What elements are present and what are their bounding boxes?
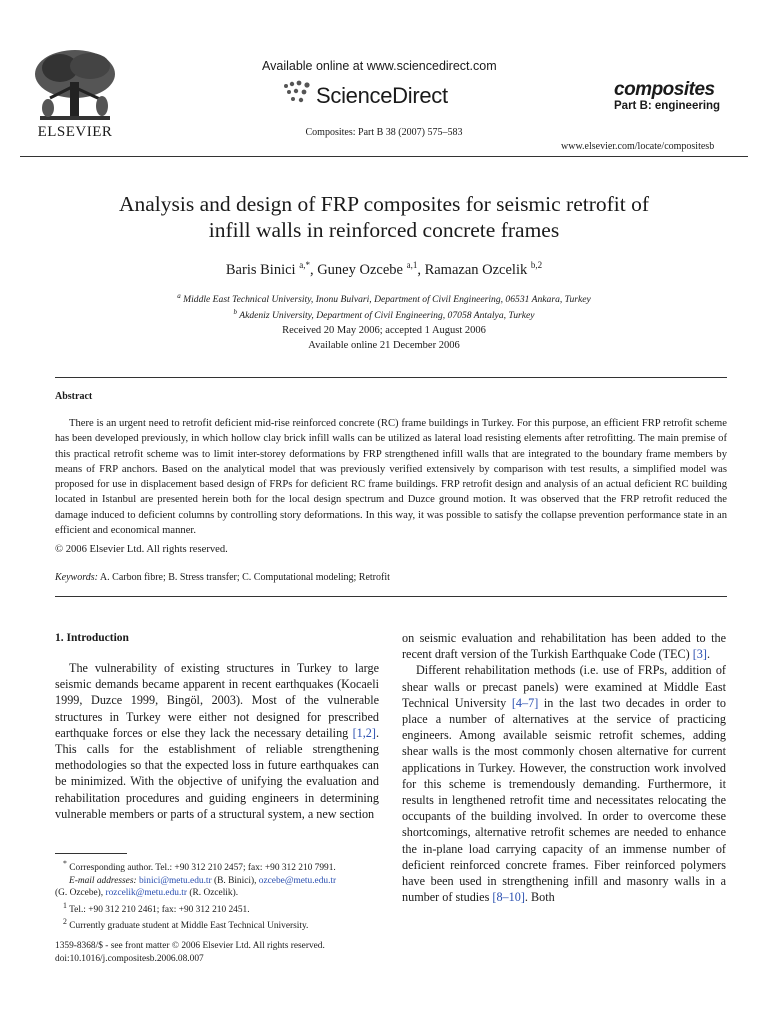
keywords-label: Keywords: xyxy=(55,572,98,583)
text-run: on seismic evaluation and rehabilitation has been added to the recent draft version of the Turkish Earthquake Code (TEC) xyxy=(402,631,726,662)
email-link[interactable]: binici@metu.edu.tr xyxy=(138,875,212,886)
footnote-divider xyxy=(55,853,127,854)
footnote xyxy=(55,916,385,933)
footnote-mark: 2 xyxy=(63,917,67,927)
affil-sup: b xyxy=(233,308,237,317)
abstract-paragraph: There is an urgent need to retrofit deficient mid-rise reinforced concrete (RC) frame buildings in Turkey. For this purpose, an efficient FRP retrofit scheme has been developed previously, in which hollow clay brick infill walls can be utilized as lateral load resisting elements after retrofitting. The main premise of this practical retrofit scheme was to limit inter-storey deformations by FRP strengthened infill walls that are integrated to the boundary frame members by means of FRP anchors. Based on the analytical model that was previously verified extensively by comparison with test results, a simplified model was proposed for use in displacement based design of FRPs for deficient RC frame buildings. FRP retrofit design and analysis of an actual deficient RC building located in Istanbul are presented herein both for the local design spectrum and Duzce ground motion. It was observed that the FRP retrofit reduced the damage induced to deficient columns by controlling story deformations. In this way, it was possible to satisfy the collapse prevention performance state in an efficient and economical manner. xyxy=(55,418,727,537)
footnote xyxy=(55,858,385,875)
doi-line[interactable]: doi:10.1016/j.compositesb.2006.08.007 xyxy=(55,953,204,964)
footnote xyxy=(55,887,385,900)
section-heading: 1. Introduction xyxy=(55,632,129,644)
body-paragraph xyxy=(402,662,726,905)
abstract-body xyxy=(55,416,727,538)
abstract-top-divider xyxy=(55,377,727,378)
author-name: Ramazan Ozcelik xyxy=(424,261,528,278)
text-run: Different rehabilitation methods (i.e. use of FRPs, addition of shear walls or precast panels) were examined at Middle East Technical University xyxy=(402,663,726,710)
body-paragraph xyxy=(402,630,726,662)
journal-url[interactable]: www.elsevier.com/locate/compositesb xyxy=(561,141,715,152)
footnote-text: Corresponding author. Tel.: +90 312 210 2457; fax: +90 312 210 7991. xyxy=(69,863,336,874)
affiliation: Middle East Technical University, Inonu Bulvari, Department of Civil Engineering, 06531 Ankara, Turkey xyxy=(183,294,591,306)
header-divider xyxy=(20,156,748,157)
citation-link[interactable]: [1,2] xyxy=(352,725,376,740)
author-sup[interactable]: a,1 xyxy=(406,260,418,270)
sciencedirect-dots-icon xyxy=(282,80,314,111)
journal-brand: composites xyxy=(614,79,715,100)
title-line: infill walls in reinforced concrete frames xyxy=(208,218,560,242)
journal-citation: Composites: Part B 38 (2007) 575–583 xyxy=(305,127,463,138)
footnote-mark: * xyxy=(63,859,67,868)
affiliation: Akdeniz University, Department of Civil Engineering, 07058 Antalya, Turkey xyxy=(239,310,535,322)
text-run: . Both xyxy=(524,890,555,905)
author-list: Baris Binici $^{a,*}$, Guney Ozcebe $^{a,1}$, Ramazan Ozcelik $^{b,2}$ xyxy=(225,260,543,278)
article-title xyxy=(0,191,768,243)
keywords-list: A. Carbon fibre; B. Stress transfer; C. Computational modeling; Retrofit xyxy=(99,572,390,583)
left-column xyxy=(55,660,379,822)
keywords xyxy=(55,572,390,583)
abstract-heading: Abstract xyxy=(55,391,93,402)
footnote xyxy=(55,875,385,888)
citation-link[interactable]: [8–10] xyxy=(492,890,525,905)
author-sup[interactable]: a,* xyxy=(299,260,310,270)
footnote-mark: 1 xyxy=(63,900,67,910)
text-run: . xyxy=(706,647,710,662)
text-run: . This calls for the establishment of reliable strengthening methodologies so that the expected loss in future earthquakes can be minimized. With the objective of unifying the evaluation and rehabilitation procedures and guiding engineers in determining vulnerable members or parts of a structural system, a new section xyxy=(55,725,379,821)
available-online-text[interactable]: Available online at www.sciencedirect.com xyxy=(262,59,497,73)
author-name: Guney Ozcebe xyxy=(317,261,403,278)
footnote-text: (G. Ozcebe), xyxy=(55,888,106,899)
footnote xyxy=(55,900,385,917)
text-run: in the last two decades in order to place a number of alternatives at the service of practicing engineers. Among available seismic retrofit schemes, adding shear walls is the most commonly chosen alternative for current applications in Turkey. However, the construction work involved for this scheme is tremendously demanding. Furthermore, it results in lengthened retrofit time and necessitates relocating the occupants of the building involved. In order to overcome these shortcomings, alternative retrofit schemes are needed to enhance the in-plane load carrying capacity of an immense number of deficient reinforced concrete frames. Fiber reinforced polymers have been used in strengthening infill and masonry walls in a number of studies xyxy=(402,695,726,905)
received-dates: Received 20 May 2006; accepted 1 August 2006 xyxy=(282,325,486,336)
email-link[interactable]: rozcelik@metu.edu.tr xyxy=(105,888,188,899)
publisher-name: ELSEVIER xyxy=(37,124,113,140)
affil-sup: a xyxy=(177,292,181,300)
author-sup[interactable]: b,2 xyxy=(530,260,543,270)
footnote-text: (R. Ozcelik). xyxy=(187,888,239,899)
citation-link[interactable]: [4–7] xyxy=(511,695,539,710)
body-paragraph xyxy=(55,660,379,822)
email-link[interactable]: ozcebe@metu.edu.tr xyxy=(258,875,337,886)
footnote-text: (B. Binici), xyxy=(211,875,259,886)
footnote-text: Currently graduate student at Middle East Technical University. xyxy=(69,921,309,932)
elsevier-tree-logo xyxy=(20,46,130,126)
footnote-text: Tel.: +90 312 210 2461; fax: +90 312 210 2451. xyxy=(69,904,250,915)
title-line: Analysis and design of FRP composites for seismic retrofit of xyxy=(118,192,650,216)
text-run: The vulnerability of existing structures in Turkey to large seismic demands became apparent in recent earthquakes (Kocaeli 1999, Duzce 1999, Bingöl, 2003). Most of the vulnerable structures in Turkey were either not designed for prescribed earthquake forces or else they lack the necessary detailing xyxy=(55,661,379,740)
citation-link[interactable]: [3] xyxy=(692,647,707,662)
author-name: Baris Binici xyxy=(225,261,296,278)
abstract-bottom-divider xyxy=(55,596,727,597)
sciencedirect-logo-text[interactable]: ScienceDirect xyxy=(316,83,448,108)
journal-subtitle: Part B: engineering xyxy=(614,100,721,112)
email-label: E-mail addresses: xyxy=(69,875,137,886)
affiliations xyxy=(0,290,768,322)
right-column xyxy=(402,630,726,905)
article-identifiers xyxy=(55,940,395,965)
online-date: Available online 21 December 2006 xyxy=(308,340,460,351)
footnotes xyxy=(55,858,385,933)
abstract-copyright: © 2006 Elsevier Ltd. All rights reserved. xyxy=(55,544,228,555)
issn-line: 1359-8368/$ - see front matter © 2006 Elsevier Ltd. All rights reserved. xyxy=(55,941,325,951)
article-dates xyxy=(0,323,768,353)
